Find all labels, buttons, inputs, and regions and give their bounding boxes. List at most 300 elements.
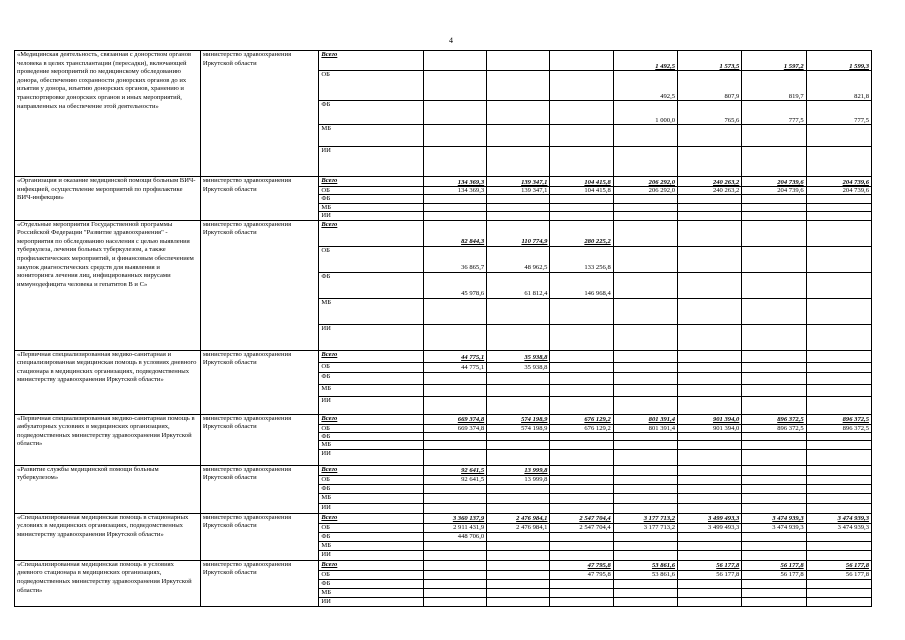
amount-cell: 133 256,8 <box>550 246 613 272</box>
amount-cell: 676 129,2 <box>550 414 613 424</box>
amount-cell <box>806 298 871 324</box>
budget-table <box>14 50 872 607</box>
amount-cell <box>806 246 871 272</box>
amount-cell <box>742 125 806 147</box>
amount-cell <box>742 350 806 362</box>
amount-cell <box>742 384 806 396</box>
amount-cell <box>613 433 677 441</box>
amount-cell <box>423 324 486 350</box>
funding-source: ФБ <box>319 433 423 441</box>
amount-cell: 44 775,1 <box>423 362 486 372</box>
funding-source: МБ <box>319 125 423 147</box>
amount-cell: 45 978,6 <box>423 272 486 298</box>
amount-cell <box>423 550 486 560</box>
amount-cell: 56 177,8 <box>742 570 806 579</box>
measure-description: «Специализированная медицинская помощь в условиях дневного стационара в медицинских организациях, подведомственных министерству здравоохранения Иркутской области» <box>15 560 201 606</box>
measure-description: «Специализированная медицинская помощь в стационарных условиях в медицинских организациях, подведомственных министерству здравоохранения Иркутской области» <box>15 513 201 560</box>
amount-cell <box>423 441 486 449</box>
amount-cell: 3 474 939,3 <box>806 523 871 532</box>
amount-cell <box>487 195 550 203</box>
amount-cell <box>613 147 677 177</box>
amount-cell <box>678 220 742 246</box>
amount-cell <box>806 372 871 384</box>
amount-cell <box>742 324 806 350</box>
amount-cell: 901 394,0 <box>678 414 742 424</box>
responsible-organization: министерство здравоохранения Иркутской области <box>200 513 319 560</box>
amount-cell <box>423 195 486 203</box>
amount-cell <box>678 597 742 606</box>
amount-cell <box>487 503 550 513</box>
amount-cell <box>423 298 486 324</box>
amount-cell <box>742 203 806 211</box>
amount-cell <box>613 532 677 541</box>
amount-cell: 676 129,2 <box>550 424 613 432</box>
amount-cell <box>487 449 550 465</box>
amount-cell <box>487 532 550 541</box>
amount-cell: 56 177,8 <box>678 560 742 570</box>
amount-cell <box>742 465 806 475</box>
amount-cell <box>806 503 871 513</box>
amount-cell: 1 000,0 <box>613 101 677 125</box>
amount-cell: 896 372,5 <box>742 424 806 432</box>
page-number: 4 <box>449 36 453 45</box>
amount-cell <box>423 147 486 177</box>
amount-cell <box>550 449 613 465</box>
amount-cell <box>742 588 806 597</box>
amount-cell <box>487 212 550 220</box>
amount-cell <box>550 541 613 550</box>
amount-cell <box>487 597 550 606</box>
amount-cell: 777,5 <box>742 101 806 125</box>
funding-source: ФБ <box>319 579 423 588</box>
amount-cell <box>423 372 486 384</box>
amount-cell <box>550 465 613 475</box>
amount-cell <box>742 503 806 513</box>
funding-source: ОБ <box>319 523 423 532</box>
amount-cell <box>423 484 486 493</box>
amount-cell <box>806 484 871 493</box>
amount-cell <box>423 212 486 220</box>
amount-cell <box>678 396 742 414</box>
amount-cell <box>423 493 486 503</box>
amount-cell: 204 739,6 <box>806 177 871 187</box>
funding-source: ИИ <box>319 597 423 606</box>
funding-source: МБ <box>319 541 423 550</box>
amount-cell <box>678 350 742 362</box>
amount-cell <box>613 246 677 272</box>
amount-cell <box>613 203 677 211</box>
amount-cell <box>678 465 742 475</box>
amount-cell: 61 812,4 <box>487 272 550 298</box>
measure-description: «Развитие службы медицинской помощи больным туберкулезом» <box>15 465 201 513</box>
amount-cell: 2 911 431,9 <box>423 523 486 532</box>
responsible-organization: министерство здравоохранения Иркутской области <box>200 51 319 177</box>
amount-cell <box>678 493 742 503</box>
amount-cell <box>487 579 550 588</box>
table-row <box>15 513 872 523</box>
amount-cell: 56 177,8 <box>806 570 871 579</box>
amount-cell <box>613 324 677 350</box>
amount-cell <box>550 384 613 396</box>
amount-cell: 2 476 984,1 <box>487 523 550 532</box>
amount-cell <box>423 588 486 597</box>
amount-cell <box>806 125 871 147</box>
table-body <box>15 51 872 607</box>
amount-cell <box>678 324 742 350</box>
amount-cell <box>487 396 550 414</box>
amount-cell: 35 938,8 <box>487 350 550 362</box>
amount-cell <box>550 503 613 513</box>
amount-cell <box>742 433 806 441</box>
amount-cell: 3 177 713,2 <box>613 513 677 523</box>
amount-cell <box>423 51 486 71</box>
funding-source: ОБ <box>319 187 423 195</box>
amount-cell <box>806 493 871 503</box>
amount-cell <box>550 125 613 147</box>
amount-cell <box>806 396 871 414</box>
funding-source: ФБ <box>319 532 423 541</box>
amount-cell <box>423 560 486 570</box>
amount-cell <box>806 384 871 396</box>
amount-cell <box>487 372 550 384</box>
amount-cell: 53 861,6 <box>613 560 677 570</box>
amount-cell: 204 739,6 <box>742 177 806 187</box>
amount-cell <box>487 203 550 211</box>
amount-cell: 134 369,3 <box>423 187 486 195</box>
funding-source: МБ <box>319 203 423 211</box>
amount-cell <box>742 541 806 550</box>
amount-cell <box>678 272 742 298</box>
amount-cell <box>678 125 742 147</box>
amount-cell <box>806 433 871 441</box>
amount-cell <box>742 362 806 372</box>
amount-cell: 240 263,2 <box>678 187 742 195</box>
measure-description: «Первичная специализированная медико-санитарная и специализированная медицинская помощь в условиях дневного стационара в медицинских организациях, подведомственных министерству здравоохранения Иркутской области» <box>15 350 201 414</box>
amount-cell <box>550 579 613 588</box>
funding-source: ФБ <box>319 372 423 384</box>
amount-cell <box>806 579 871 588</box>
funding-source: Всего <box>319 414 423 424</box>
amount-cell: 56 177,8 <box>806 560 871 570</box>
amount-cell: 35 938,8 <box>487 362 550 372</box>
responsible-organization: министерство здравоохранения Иркутской области <box>200 465 319 513</box>
funding-source: МБ <box>319 298 423 324</box>
amount-cell <box>423 541 486 550</box>
amount-cell: 134 369,3 <box>423 177 486 187</box>
amount-cell <box>613 396 677 414</box>
amount-cell <box>678 449 742 465</box>
amount-cell <box>806 272 871 298</box>
amount-cell <box>806 220 871 246</box>
amount-cell <box>806 147 871 177</box>
funding-source: ФБ <box>319 101 423 125</box>
amount-cell <box>678 433 742 441</box>
amount-cell: 801 391,4 <box>613 424 677 432</box>
amount-cell: 801 391,4 <box>613 414 677 424</box>
table-row <box>15 220 872 246</box>
funding-source: ИИ <box>319 550 423 560</box>
amount-cell: 104 415,8 <box>550 177 613 187</box>
amount-cell: 206 292,0 <box>613 177 677 187</box>
amount-cell: 574 198,9 <box>487 424 550 432</box>
amount-cell <box>742 532 806 541</box>
amount-cell <box>613 372 677 384</box>
amount-cell: 448 706,0 <box>423 532 486 541</box>
funding-source: ОБ <box>319 570 423 579</box>
amount-cell <box>678 579 742 588</box>
amount-cell: 1 599,3 <box>806 51 871 71</box>
amount-cell: 3 360 137,9 <box>423 513 486 523</box>
amount-cell: 896 372,5 <box>806 424 871 432</box>
amount-cell <box>613 493 677 503</box>
amount-cell <box>550 324 613 350</box>
funding-source: ФБ <box>319 195 423 203</box>
amount-cell <box>550 298 613 324</box>
table-row <box>15 465 872 475</box>
amount-cell <box>742 493 806 503</box>
amount-cell: 110 774,9 <box>487 220 550 246</box>
amount-cell: 13 999,8 <box>487 475 550 484</box>
amount-cell <box>613 484 677 493</box>
funding-source: МБ <box>319 588 423 597</box>
funding-source: ИИ <box>319 449 423 465</box>
amount-cell <box>678 541 742 550</box>
amount-cell <box>613 125 677 147</box>
amount-cell <box>423 570 486 579</box>
amount-cell <box>613 362 677 372</box>
amount-cell <box>806 541 871 550</box>
table-row <box>15 51 872 71</box>
measure-description: «Отдельные мероприятия Государственной программы Российской Федерации "Развитие здравоохранения" - мероприятия по обследованию населения с целью выявления туберкулеза, лечения больных туберкулезом, а также профилактических мероприятий, и финансовым обеспечением закупок диагностических средств для выявления и мониторинга лечения лиц, инфицированных вирусами иммунодефицита человека и гепатитов B и C» <box>15 220 201 350</box>
amount-cell <box>742 484 806 493</box>
amount-cell: 3 499 493,3 <box>678 523 742 532</box>
funding-source: ФБ <box>319 484 423 493</box>
amount-cell <box>613 550 677 560</box>
amount-cell <box>678 195 742 203</box>
amount-cell <box>613 503 677 513</box>
amount-cell <box>742 147 806 177</box>
amount-cell: 204 739,6 <box>742 187 806 195</box>
amount-cell <box>487 570 550 579</box>
amount-cell <box>550 493 613 503</box>
funding-source: Всего <box>319 350 423 362</box>
amount-cell: 896 372,5 <box>742 414 806 424</box>
amount-cell: 82 844,3 <box>423 220 486 246</box>
amount-cell <box>742 441 806 449</box>
funding-source: ОБ <box>319 246 423 272</box>
amount-cell <box>806 203 871 211</box>
amount-cell: 3 474 939,3 <box>742 523 806 532</box>
amount-cell: 3 474 939,3 <box>742 513 806 523</box>
amount-cell <box>423 579 486 588</box>
amount-cell <box>806 588 871 597</box>
funding-source: ИИ <box>319 212 423 220</box>
funding-source: Всего <box>319 560 423 570</box>
amount-cell <box>613 449 677 465</box>
amount-cell <box>487 541 550 550</box>
amount-cell: 2 476 984,1 <box>487 513 550 523</box>
amount-cell <box>678 362 742 372</box>
amount-cell <box>678 212 742 220</box>
amount-cell <box>487 298 550 324</box>
amount-cell: 47 795,8 <box>550 560 613 570</box>
amount-cell <box>742 550 806 560</box>
funding-source: МБ <box>319 493 423 503</box>
amount-cell <box>550 433 613 441</box>
measure-description: «Первичная специализированная медико-санитарная помощь в амбулаторных условиях в медицинских организациях, подведомственных министерству здравоохранения Иркутской области» <box>15 414 201 465</box>
funding-source: ОБ <box>319 362 423 372</box>
amount-cell <box>613 384 677 396</box>
amount-cell <box>678 441 742 449</box>
responsible-organization: министерство здравоохранения Иркутской области <box>200 177 319 221</box>
responsible-organization: министерство здравоохранения Иркутской области <box>200 414 319 465</box>
amount-cell: 896 372,5 <box>806 414 871 424</box>
amount-cell <box>550 147 613 177</box>
amount-cell: 3 474 939,3 <box>806 513 871 523</box>
amount-cell <box>550 195 613 203</box>
amount-cell <box>806 212 871 220</box>
amount-cell <box>678 588 742 597</box>
amount-cell <box>550 212 613 220</box>
amount-cell <box>613 441 677 449</box>
amount-cell: 3 177 713,2 <box>613 523 677 532</box>
amount-cell <box>806 532 871 541</box>
amount-cell <box>423 203 486 211</box>
amount-cell <box>806 350 871 362</box>
amount-cell <box>742 475 806 484</box>
responsible-organization: министерство здравоохранения Иркутской области <box>200 220 319 350</box>
amount-cell: 901 394,0 <box>678 424 742 432</box>
amount-cell <box>742 195 806 203</box>
amount-cell <box>678 203 742 211</box>
amount-cell: 53 861,6 <box>613 570 677 579</box>
amount-cell: 669 374,8 <box>423 424 486 432</box>
amount-cell <box>806 195 871 203</box>
amount-cell: 47 795,8 <box>550 570 613 579</box>
amount-cell <box>742 298 806 324</box>
funding-source: ОБ <box>319 71 423 101</box>
amount-cell <box>423 101 486 125</box>
amount-cell <box>613 579 677 588</box>
amount-cell <box>742 212 806 220</box>
amount-cell: 146 968,4 <box>550 272 613 298</box>
amount-cell <box>806 362 871 372</box>
amount-cell <box>678 532 742 541</box>
funding-source: ИИ <box>319 503 423 513</box>
amount-cell <box>487 493 550 503</box>
amount-cell <box>487 433 550 441</box>
funding-source: Всего <box>319 513 423 523</box>
amount-cell: 92 641,5 <box>423 465 486 475</box>
table-row <box>15 560 872 570</box>
amount-cell <box>550 101 613 125</box>
amount-cell <box>806 550 871 560</box>
amount-cell <box>742 597 806 606</box>
amount-cell <box>423 449 486 465</box>
funding-source: Всего <box>319 220 423 246</box>
amount-cell <box>742 246 806 272</box>
amount-cell: 280 225,2 <box>550 220 613 246</box>
funding-source: ОБ <box>319 475 423 484</box>
amount-cell <box>487 384 550 396</box>
funding-source: Всего <box>319 465 423 475</box>
amount-cell <box>613 220 677 246</box>
amount-cell <box>613 475 677 484</box>
amount-cell <box>550 475 613 484</box>
amount-cell: 56 177,8 <box>678 570 742 579</box>
amount-cell: 13 999,8 <box>487 465 550 475</box>
funding-source: МБ <box>319 441 423 449</box>
amount-cell: 139 347,1 <box>487 187 550 195</box>
amount-cell <box>487 441 550 449</box>
responsible-organization: министерство здравоохранения Иркутской области <box>200 350 319 414</box>
amount-cell <box>806 465 871 475</box>
measure-description: «Организация и оказание медицинской помощи больным ВИЧ-инфекцией, осуществление мероприятий по профилактике ВИЧ-инфекции» <box>15 177 201 221</box>
funding-source: ИИ <box>319 147 423 177</box>
amount-cell <box>742 272 806 298</box>
amount-cell: 92 641,5 <box>423 475 486 484</box>
amount-cell: 807,9 <box>678 71 742 101</box>
amount-cell <box>423 396 486 414</box>
amount-cell <box>678 475 742 484</box>
amount-cell <box>678 298 742 324</box>
amount-cell <box>678 484 742 493</box>
amount-cell <box>487 71 550 101</box>
amount-cell: 240 263,2 <box>678 177 742 187</box>
amount-cell <box>550 51 613 71</box>
amount-cell <box>487 125 550 147</box>
amount-cell <box>742 372 806 384</box>
amount-cell <box>550 71 613 101</box>
amount-cell <box>550 362 613 372</box>
amount-cell <box>550 441 613 449</box>
amount-cell <box>550 484 613 493</box>
amount-cell: 777,5 <box>806 101 871 125</box>
amount-cell: 821,8 <box>806 71 871 101</box>
amount-cell: 48 962,5 <box>487 246 550 272</box>
amount-cell <box>550 532 613 541</box>
amount-cell <box>678 550 742 560</box>
amount-cell <box>550 588 613 597</box>
funding-source: ИИ <box>319 324 423 350</box>
amount-cell: 669 374,8 <box>423 414 486 424</box>
table-row <box>15 177 872 187</box>
amount-cell <box>423 71 486 101</box>
amount-cell: 56 177,8 <box>742 560 806 570</box>
table-row <box>15 350 872 362</box>
amount-cell <box>487 324 550 350</box>
funding-source: ФБ <box>319 272 423 298</box>
amount-cell <box>550 396 613 414</box>
amount-cell: 1 597,2 <box>742 51 806 71</box>
amount-cell <box>423 503 486 513</box>
amount-cell <box>678 503 742 513</box>
amount-cell: 1 573,5 <box>678 51 742 71</box>
amount-cell <box>487 588 550 597</box>
amount-cell <box>550 597 613 606</box>
amount-cell: 206 292,0 <box>613 187 677 195</box>
amount-cell <box>487 51 550 71</box>
amount-cell: 3 499 493,3 <box>678 513 742 523</box>
amount-cell <box>423 384 486 396</box>
amount-cell <box>487 147 550 177</box>
funding-source: ИИ <box>319 396 423 414</box>
amount-cell <box>678 372 742 384</box>
amount-cell <box>550 350 613 362</box>
amount-cell <box>678 246 742 272</box>
funding-source: Всего <box>319 177 423 187</box>
amount-cell: 36 865,7 <box>423 246 486 272</box>
